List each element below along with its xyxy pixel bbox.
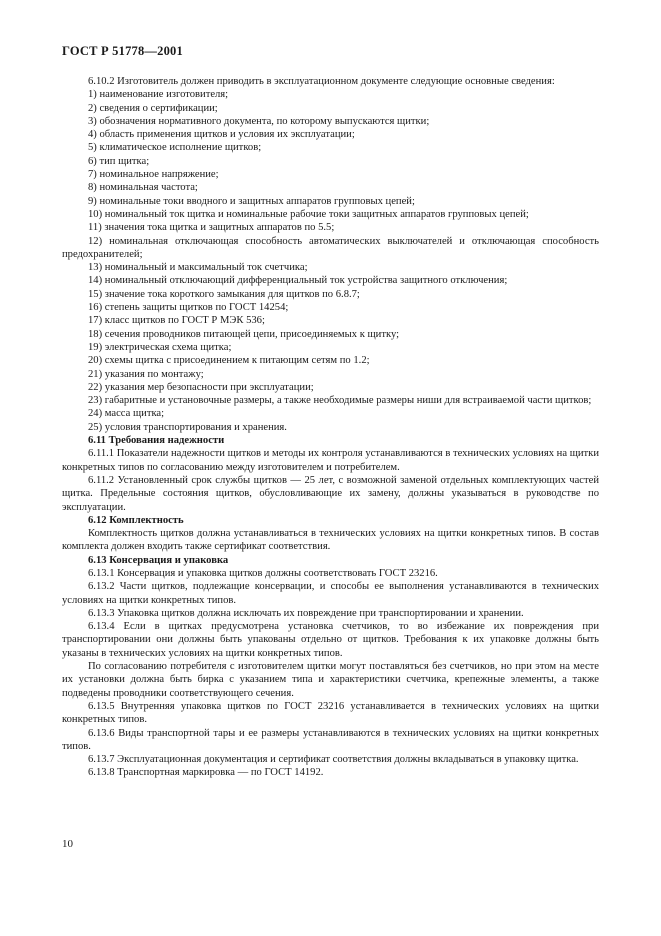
- list-item: 25) условия транспортирования и хранения.: [88, 421, 287, 433]
- list-item: 13) номинальный и максимальный ток счетчика;: [88, 262, 308, 274]
- list-item: 5) климатическое исполнение щитков;: [88, 142, 262, 154]
- paragraph-6-13-7: 6.13.7 Эксплуатационная документация и сертификат соответствия должны вкладываться в упаковку щитка.: [88, 754, 579, 766]
- paragraph-6-13-6: 6.13.6 Виды транспортной тары и ее размеры устанавливаются в технических условиях на щитки конкретных типов.: [62, 727, 599, 752]
- list-item: 20) схемы щитка с присоединением к питающим сетям по 1.2;: [88, 355, 370, 367]
- list-item: 18) сечения проводников питающей цепи, присоединяемых к щитку;: [88, 328, 400, 340]
- paragraph-6-13-8: 6.13.8 Транспортная маркировка — по ГОСТ 14192.: [88, 767, 324, 779]
- paragraph-6-11-1: 6.11.1 Показатели надежности щитков и методы их контроля устанавливаются в технических условиях на щитки конкретных типов по согласованию между изготовителем и потребителем.: [62, 448, 599, 473]
- list-item: 24) масса щитка;: [88, 408, 165, 420]
- list-item: 10) номинальный ток щитка и номинальные рабочие токи защитных аппаратов групповых цепей;: [88, 208, 529, 220]
- list-item: 15) значение тока короткого замыкания для щитков по 6.8.7;: [88, 288, 360, 300]
- list-item: 2) сведения о сертификации;: [88, 102, 218, 114]
- list-item: 8) номинальная частота;: [88, 182, 198, 194]
- paragraph-6-13-2: 6.13.2 Части щитков, подлежащие консервации, и способы ее выполнения устанавливаются в технических условиях на щитки конкретных типов.: [62, 581, 599, 606]
- list-item: 22) указания мер безопасности при эксплуатации;: [88, 381, 314, 393]
- section-heading-6-12: 6.12 Комплектность: [88, 514, 184, 526]
- list-item: 12) номинальная отключающая способность автоматических выключателей и отключающая способность предохранителей;: [62, 235, 599, 260]
- paragraph-6-11-2: 6.11.2 Установленный срок службы щитков — 25 лет, с возможной заменой отдельных комплектующих частей щитка. Предельные состояния щитков, обусловливающие их замену, должны указываться в руководстве по эксплуатации.: [62, 474, 599, 513]
- paragraph-6-13-3: 6.13.3 Упаковка щитков должна исключать их повреждение при транспортировании и хранении.: [88, 607, 524, 619]
- list-item: 4) область применения щитков и условия их эксплуатации;: [88, 129, 355, 141]
- document-body: [62, 75, 599, 780]
- list-item: 14) номинальный отключающий дифференциальный ток устройства защитного отключения;: [88, 275, 508, 287]
- list-item: 16) степень защиты щитков по ГОСТ 14254;: [88, 302, 289, 314]
- list-item: 21) указания по монтажу;: [88, 368, 204, 380]
- paragraph-6-13-1: 6.13.1 Консервация и упаковка щитков должны соответствовать ГОСТ 23216.: [88, 567, 438, 579]
- paragraph-6-10-2: 6.10.2 Изготовитель должен приводить в эксплуатационном документе следующие основные сведения:: [88, 76, 555, 87]
- list-item: 9) номинальные токи вводного и защитных аппаратов групповых цепей;: [88, 195, 415, 207]
- section-heading-6-13: 6.13 Консервация и упаковка: [88, 554, 229, 566]
- list-item: 1) наименование изготовителя;: [88, 89, 229, 101]
- page-number: 10: [62, 838, 73, 850]
- list-item: 17) класс щитков по ГОСТ Р МЭК 536;: [88, 315, 265, 327]
- paragraph-6-13-4-b: По согласованию потребителя с изготовителем щитки могут поставляться без счетчиков, но при этом на месте их установки должна быть бирка с указанием типа и характеристики счетчика, крепежные элементы, а также подведены проводники соответствующего сечения.: [62, 661, 599, 699]
- list-item: 7) номинальное напряжение;: [88, 169, 219, 181]
- section-heading-6-11: 6.11 Требования надежности: [88, 435, 225, 447]
- list-item: 19) электрическая схема щитка;: [88, 341, 232, 353]
- document-header: ГОСТ Р 51778—2001: [62, 44, 183, 58]
- paragraph-6-13-4: 6.13.4 Если в щитках предусмотрена установка счетчиков, то во избежание их повреждения при транспортировании они должны быть упакованы отдельно от щитков. Требования к их упаковке должны быть указаны в технических условиях на щитки конкретных типов.: [62, 621, 599, 659]
- paragraph-6-13-5: 6.13.5 Внутренняя упаковка щитков по ГОСТ 23216 устанавливается в технических условиях на щитки конкретных типов.: [62, 700, 599, 726]
- requirements-list: [62, 88, 599, 434]
- list-item: 6) тип щитка;: [88, 155, 150, 167]
- list-item: 11) значения тока щитка и защитных аппаратов по 5.5;: [88, 222, 335, 234]
- list-item: 23) габаритные и установочные размеры, а также необходимые размеры ниши для встраиваемой части щитков;: [88, 395, 592, 407]
- list-item: 3) обозначения нормативного документа, по которому выпускаются щитки;: [88, 115, 430, 127]
- paragraph-6-12: Комплектность щитков должна устанавливаться в технических условиях на щитки конкретных типов. В состав комплекта должен входить также сертификат соответствия.: [62, 528, 599, 553]
